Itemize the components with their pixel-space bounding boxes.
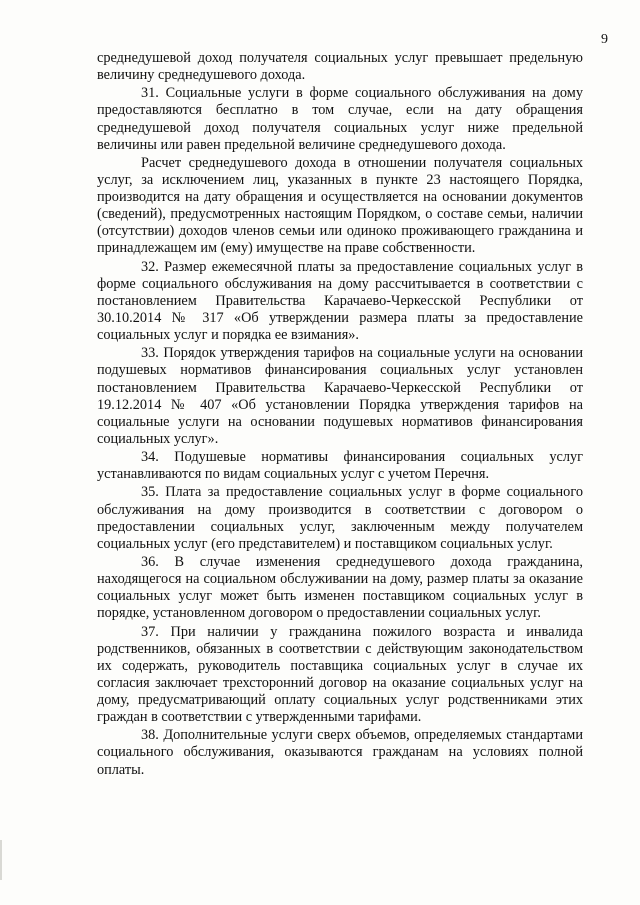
paragraph-p32: 32. Размер ежемесячной платы за предоставление социальных услуг в форме социального обслуживания на дому рассчитывается в соответствии с постановлением Правительства Карачаево-Черкесской Республики от 30.10.2014 № 317 «Об утверждении размера платы за предоставление социальных услуг и порядка ее взимания». — [97, 258, 583, 344]
paragraph-p31b: Расчет среднедушевого дохода в отношении получателя социальных услуг, за исключением лиц, указанных в пункте 23 настоящего Порядка, производится на дату обращения и осуществляется на основании документов (сведений), предусмотренных настоящим Порядком, о составе семьи, наличии (отсутствии) доходов членов семьи или одиноко проживающего гражданина и принадлежащем им (ему) имуществе на праве собственности. — [97, 154, 583, 257]
scan-edge-mark — [0, 840, 2, 880]
paragraph-p34: 34. Подушевые нормативы финансирования социальных услуг устанавливаются по видам социальных услуг с учетом Перечня. — [97, 449, 583, 483]
paragraph-p37: 37. При наличии у гражданина пожилого возраста и инвалида родственников, обязанных в соответствии с действующим законодательством их содержать, руководитель поставщика социальных услуг в случае их согласия заключает трехсторонний договор на оказание социальных услуг на дому, предусматривающий оплату социальных услуг родственниками этих граждан в соответствии с утвержденными тарифами. — [97, 623, 583, 726]
paragraph-p38: 38. Дополнительные услуги сверх объемов, определяемых стандартами социального обслуживания, оказываются гражданам на условиях полной оплаты. — [97, 727, 583, 778]
page-number: 9 — [601, 32, 608, 47]
paragraph-p35: 35. Плата за предоставление социальных услуг в форме социального обслуживания на дому производится в соответствии с договором о предоставлении социальных услуг, заключенным между получателем социальных услуг (его представителем) и поставщиком социальных услуг. — [97, 484, 583, 552]
paragraph-p36: 36. В случае изменения среднедушевого дохода гражданина, находящегося на социальном обслуживании на дому, размер платы за оказание социальных услуг может быть изменен поставщиком социальных услуг в порядке, установленном договором о предоставлении социальных услуг. — [97, 554, 583, 622]
paragraph-p0: среднедушевой доход получателя социальных услуг превышает предельную величину среднедушевого дохода. — [97, 50, 583, 84]
paragraph-p33: 33. Порядок утверждения тарифов на социальные услуги на основании подушевых нормативов финансирования социальных услуг установлен постановлением Правительства Карачаево-Черкесской Республики от 19.12.2014 № 407 «Об установлении Порядка утверждения тарифов на социальные услуги на основании подушевых нормативов финансирования социальных услуг». — [97, 345, 583, 447]
document-body — [97, 50, 583, 780]
paragraph-p31: 31. Социальные услуги в форме социального обслуживания на дому предоставляются бесплатно в том случае, если на дату обращения среднедушевой доход получателя социальных услуг ниже предельной величины или равен предельной величине среднедушевого дохода. — [97, 85, 583, 153]
